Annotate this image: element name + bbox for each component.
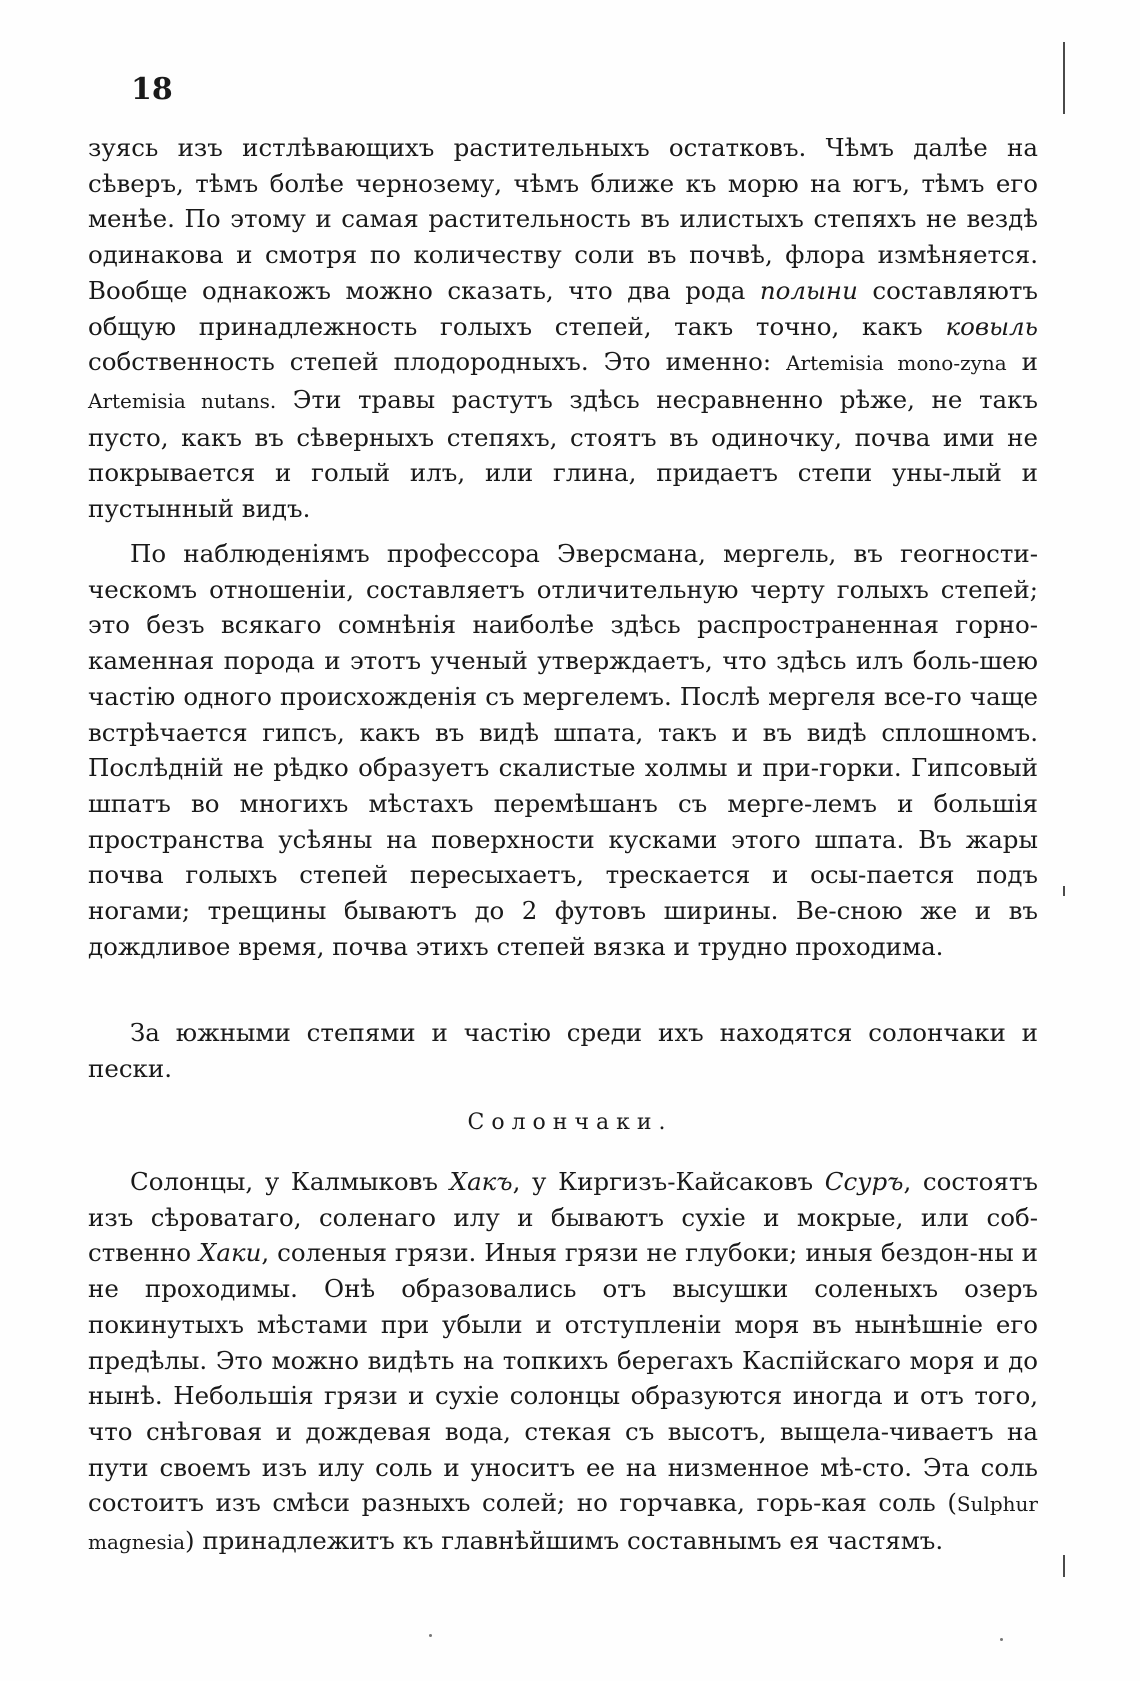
text-run: ) принадлежитъ къ главнѣйшимъ составнымъ ея частямъ. — [185, 1526, 944, 1556]
scan-edge-mark — [1063, 886, 1065, 896]
text-run: , состоятъ изъ сѣроватаго, соленаго илу и бываютъ сухіе и мокрые, или соб-ственно — [88, 1167, 1038, 1268]
text-run: Солонцы, у Калмыковъ — [130, 1167, 450, 1196]
scan-speck — [429, 1634, 432, 1637]
term-ssur: Ссуръ — [824, 1167, 904, 1196]
scan-edge-mark — [1063, 42, 1065, 114]
text-run: составляютъ общую принадлежность голыхъ степей, такъ точно, какъ — [88, 275, 1038, 341]
scan-speck — [1000, 1638, 1003, 1641]
text-run: , соленыя грязи. Иныя грязи не глубоки; иныя бездон-ны и не проходимы. Онѣ образовались отъ высушки соленыхъ озеръ покинутыхъ мѣстами при убыли и отступленіи моря въ нынѣшніе его предѣлы. Это можно видѣть на топкихъ берегахъ Каспійскаго моря и до нынѣ. Небольшія грязи и сухіе солонцы образуются иногда и отъ того, что снѣговая и дождевая вода, стекая съ высотъ, выщела-чиваетъ на пути своемъ изъ илу соль и уноситъ ее на низменное мѣ-сто. Эта соль состоитъ изъ смѣси разныхъ солей; но горчавка, горь-кая соль ( — [88, 1238, 1039, 1518]
paragraph-salt-marshes-intro — [88, 1015, 1038, 1086]
text-run: собственность степей плодородныхъ. Это именно: — [88, 347, 787, 377]
term-feather-grass: ковыль — [945, 311, 1038, 341]
latin-term-sulphur-magnesia: Sulphur magnesia — [88, 1492, 1038, 1555]
term-khaki: Хаки — [198, 1238, 262, 1268]
section-heading: Солончаки. — [467, 1110, 673, 1135]
latin-term-artemisia-nutans: Artemisia nutans. — [88, 388, 277, 413]
term-khak: Хакъ — [449, 1167, 513, 1196]
latin-term-artemisia-monogyna-a: Artemisia mono- — [786, 351, 961, 376]
paragraph-vegetation — [88, 130, 1038, 527]
paragraph-text: За южными степями и частію среди ихъ находятся солончаки и пески. — [88, 1018, 1038, 1083]
paragraph-marl — [88, 536, 1038, 964]
text-run: , у Киргизъ-Кайсаковъ — [512, 1167, 825, 1196]
latin-term-artemisia-monogyna-b: zyna — [960, 351, 1007, 376]
text-run: и — [1006, 347, 1038, 377]
page-number: 18 — [131, 72, 173, 107]
scan-edge-mark — [1063, 1555, 1065, 1577]
paragraph-solontsy — [88, 1164, 1038, 1561]
text-run: зуясь изъ истлѣвающихъ растительныхъ остатковъ. Чѣмъ далѣе на сѣверъ, тѣмъ болѣе чернозему, чѣмъ ближе къ морю на югъ, тѣмъ его менѣе. По этому и самая растительность въ илистыхъ степяхъ не вездѣ одинакова и смотря по количеству соли въ почвѣ, флора измѣняется. Вообще однакожъ можно сказать, что два рода — [88, 133, 1038, 305]
paragraph-text: По наблюденіямъ профессора Эверсмана, мергель, въ геогности-ческомъ отношеніи, составляетъ отличительную черту голыхъ степей; это безъ всякаго сомнѣнія наиболѣе здѣсь распространенная горно-каменная порода и этотъ ученый утверждаетъ, что здѣсь илъ боль-шею частію одного происхожденія съ мергелемъ. Послѣ мергеля все-го чаще встрѣчается гипсъ, какъ въ видѣ шпата, такъ и въ видѣ сплошномъ. Послѣдній не рѣдко образуетъ скалистые холмы и при-горки. Гипсовый шпатъ во многихъ мѣстахъ перемѣшанъ съ мерге-лемъ и большія пространства усѣяны на поверхности кусками этого шпата. Въ жары почва голыхъ степей пересыхаетъ, трескается и осы-пается подъ ногами; трещины бываютъ до 2 футовъ ширины. Ве-сною же и въ дождливое время, почва этихъ степей вязка и трудно проходима. — [88, 539, 1038, 961]
text-run: Эти травы растутъ здѣсь несравненно рѣже, не такъ пусто, какъ въ сѣверныхъ степяхъ, стоятъ въ одиночку, почва ими не покрывается и голый илъ, или глина, придаетъ степи уны-лый и пустынный видъ. — [88, 384, 1039, 524]
term-wormwood: полыни — [759, 275, 858, 305]
